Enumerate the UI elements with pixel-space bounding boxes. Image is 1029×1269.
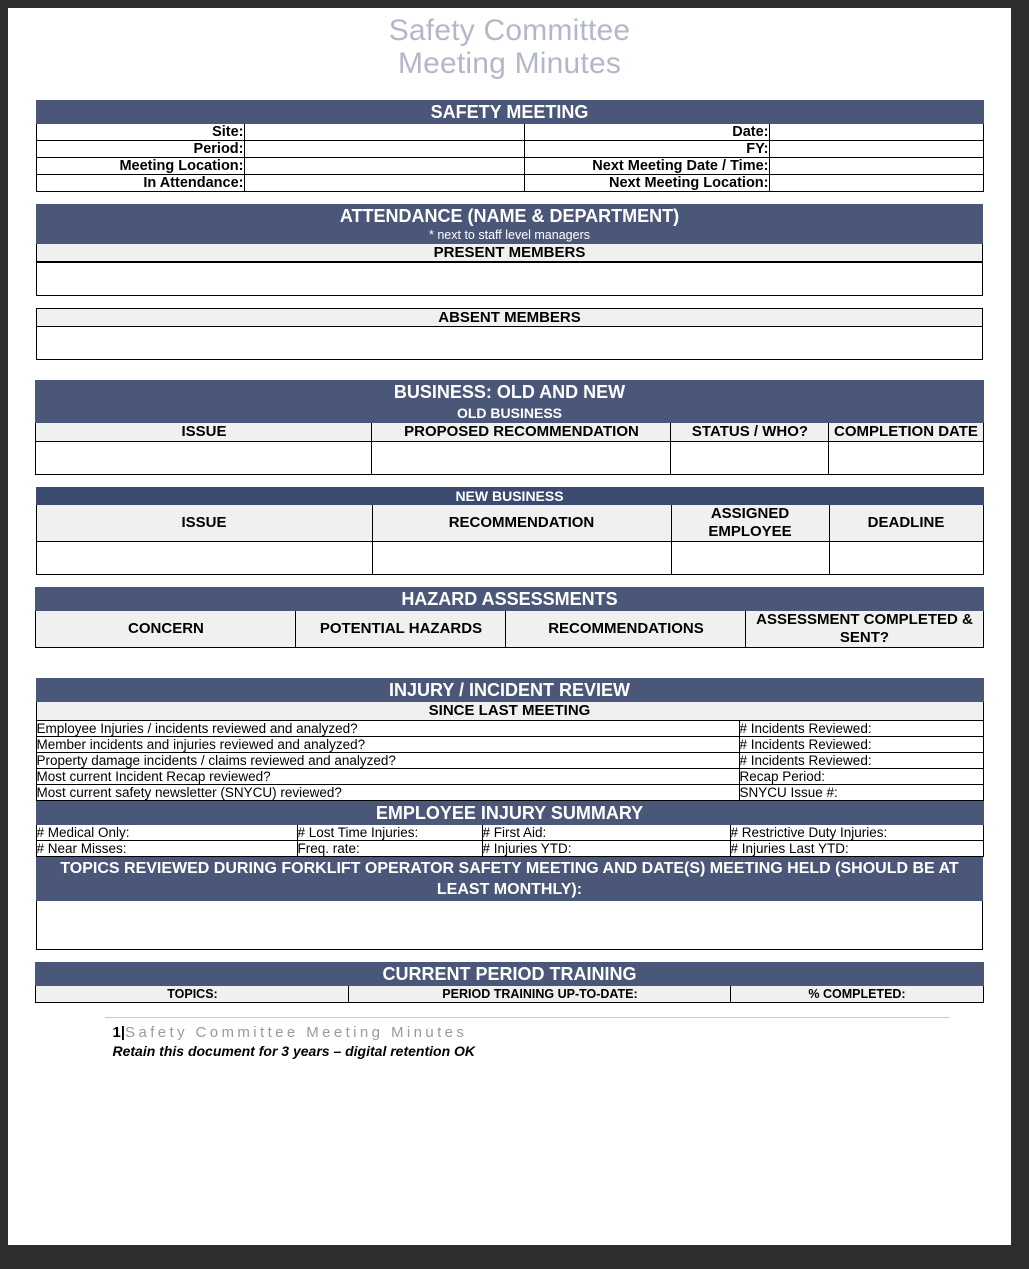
table-row bbox=[36, 542, 983, 575]
hazard-col-concern: CONCERN bbox=[36, 611, 296, 648]
attendance-header-note: * next to staff level managers bbox=[429, 228, 590, 242]
injury-metric-incidents-reviewed-2[interactable]: # Incidents Reviewed: bbox=[739, 737, 983, 753]
site-label: Site: bbox=[36, 124, 244, 141]
present-members-label: PRESENT MEMBERS bbox=[37, 244, 983, 262]
fy-input[interactable] bbox=[769, 141, 983, 158]
table-row bbox=[37, 244, 983, 262]
injury-summary-injuries-ytd[interactable]: # Injuries YTD: bbox=[482, 841, 730, 857]
next-meeting-datetime-input[interactable] bbox=[769, 158, 983, 175]
forklift-topics-header bbox=[37, 858, 983, 901]
next-meeting-location-label: Next Meeting Location: bbox=[524, 175, 769, 192]
footer-retention-note: Retain this document for 3 years – digital retention OK bbox=[112, 1043, 476, 1059]
page-title-line2: Meeting Minutes bbox=[397, 47, 622, 80]
table-row bbox=[36, 986, 983, 1003]
injury-summary-header: EMPLOYEE INJURY SUMMARY bbox=[36, 802, 983, 825]
hazard-col-potential-hazards: POTENTIAL HAZARDS bbox=[296, 611, 506, 648]
table-row bbox=[36, 769, 983, 785]
absent-members-table bbox=[36, 308, 983, 360]
new-business-col-assigned-employee: ASSIGNED EMPLOYEE bbox=[671, 505, 829, 542]
injury-question-safety-newsletter: Most current safety newsletter (SNYCU) reviewed? bbox=[36, 785, 739, 801]
table-row bbox=[36, 721, 983, 737]
old-business-col-recommendation: PROPOSED RECOMMENDATION bbox=[372, 423, 671, 442]
new-business-cell-assigned-employee[interactable] bbox=[671, 542, 829, 575]
new-business-cell-issue[interactable] bbox=[36, 542, 372, 575]
forklift-topics-header-line2: (SHOULD BE AT LEAST MONTHLY): bbox=[436, 860, 959, 898]
table-row bbox=[36, 175, 983, 192]
training-header: CURRENT PERIOD TRAINING bbox=[36, 963, 983, 986]
in-attendance-input[interactable] bbox=[244, 175, 524, 192]
injury-summary-restrictive-duty[interactable]: # Restrictive Duty Injuries: bbox=[730, 825, 983, 841]
absent-members-input[interactable] bbox=[37, 327, 983, 360]
table-row bbox=[37, 901, 983, 950]
table-row bbox=[36, 423, 983, 442]
table-row bbox=[36, 679, 983, 702]
meeting-location-input[interactable] bbox=[244, 158, 524, 175]
spacer bbox=[8, 296, 1011, 308]
new-business-col-deadline: DEADLINE bbox=[829, 505, 983, 542]
table-row bbox=[36, 124, 983, 141]
injury-review-header: INJURY / INCIDENT REVIEW bbox=[36, 679, 983, 702]
old-business-cell-issue[interactable] bbox=[36, 442, 372, 475]
spacer bbox=[8, 475, 1011, 487]
date-label: Date: bbox=[524, 124, 769, 141]
site-input[interactable] bbox=[244, 124, 524, 141]
table-row bbox=[37, 327, 983, 360]
injury-metric-recap-period[interactable]: Recap Period: bbox=[739, 769, 983, 785]
current-period-training-table bbox=[35, 962, 983, 1003]
forklift-topics-input[interactable] bbox=[37, 901, 983, 950]
period-input[interactable] bbox=[244, 141, 524, 158]
footer-separator: | bbox=[120, 1024, 126, 1041]
page-footer bbox=[70, 1003, 950, 1059]
safety-meeting-table bbox=[36, 100, 984, 192]
business-header bbox=[36, 381, 983, 423]
injury-summary-lost-time[interactable]: # Lost Time Injuries: bbox=[297, 825, 482, 841]
forklift-topics-table bbox=[36, 857, 983, 950]
table-row bbox=[37, 309, 983, 327]
old-business-col-completion-date: COMPLETION DATE bbox=[829, 423, 983, 442]
injury-question-member-incidents: Member incidents and injuries reviewed and analyzed? bbox=[36, 737, 739, 753]
injury-review-subheader: SINCE LAST MEETING bbox=[36, 702, 983, 721]
table-row bbox=[37, 263, 983, 296]
injury-summary-freq-rate[interactable]: Freq. rate: bbox=[297, 841, 482, 857]
table-row bbox=[36, 101, 983, 124]
date-input[interactable] bbox=[769, 124, 983, 141]
old-business-table bbox=[35, 380, 983, 475]
training-col-up-to-date: PERIOD TRAINING UP-TO-DATE: bbox=[349, 986, 731, 1003]
table-row bbox=[36, 141, 983, 158]
attendance-header bbox=[37, 205, 983, 244]
new-business-header: NEW BUSINESS bbox=[36, 488, 983, 505]
table-row bbox=[36, 588, 983, 611]
safety-meeting-header: SAFETY MEETING bbox=[36, 101, 983, 124]
hazard-header: HAZARD ASSESSMENTS bbox=[36, 588, 983, 611]
document-page bbox=[8, 8, 1011, 1245]
next-meeting-datetime-label: Next Meeting Date / Time: bbox=[524, 158, 769, 175]
employee-injury-summary-table bbox=[36, 801, 984, 857]
business-header-title: BUSINESS: OLD AND NEW bbox=[393, 382, 626, 402]
table-row bbox=[37, 858, 983, 901]
table-row bbox=[36, 442, 983, 475]
injury-summary-near-misses[interactable]: # Near Misses: bbox=[36, 841, 297, 857]
in-attendance-label: In Attendance: bbox=[36, 175, 244, 192]
table-row bbox=[36, 158, 983, 175]
table-row bbox=[36, 505, 983, 542]
old-business-cell-recommendation[interactable] bbox=[372, 442, 671, 475]
spacer bbox=[8, 950, 1011, 962]
old-business-cell-completion-date[interactable] bbox=[829, 442, 983, 475]
table-row bbox=[36, 825, 983, 841]
footer-divider bbox=[105, 1017, 950, 1018]
old-business-subheader: OLD BUSINESS bbox=[456, 405, 562, 421]
spacer bbox=[8, 192, 1011, 204]
fy-label: FY: bbox=[524, 141, 769, 158]
table-row bbox=[36, 488, 983, 505]
footer-doc-name: Safety Committee Meeting Minutes bbox=[125, 1024, 468, 1041]
old-business-col-issue: ISSUE bbox=[36, 423, 372, 442]
table-row bbox=[37, 205, 983, 244]
present-members-input[interactable] bbox=[37, 263, 983, 296]
hazard-assessments-table bbox=[35, 587, 983, 648]
new-business-cell-recommendation[interactable] bbox=[372, 542, 671, 575]
spacer bbox=[8, 80, 1011, 100]
spacer bbox=[8, 648, 1011, 678]
meeting-location-label: Meeting Location: bbox=[36, 158, 244, 175]
next-meeting-location-input[interactable] bbox=[769, 175, 983, 192]
new-business-table bbox=[36, 487, 984, 575]
injury-incident-review-table bbox=[36, 678, 984, 801]
injury-summary-injuries-last-ytd[interactable]: # Injuries Last YTD: bbox=[730, 841, 983, 857]
table-row bbox=[36, 785, 983, 801]
old-business-cell-status[interactable] bbox=[671, 442, 829, 475]
table-row bbox=[36, 611, 983, 648]
old-business-col-status: STATUS / WHO? bbox=[671, 423, 829, 442]
injury-summary-first-aid[interactable]: # First Aid: bbox=[482, 825, 730, 841]
footer-doc-line bbox=[113, 1024, 950, 1041]
training-col-percent-completed: % COMPLETED: bbox=[731, 986, 983, 1003]
attendance-table bbox=[36, 204, 983, 262]
injury-question-employee-injuries: Employee Injuries / incidents reviewed and analyzed? bbox=[36, 721, 739, 737]
spacer bbox=[8, 575, 1011, 587]
table-row bbox=[36, 381, 983, 423]
period-label: Period: bbox=[36, 141, 244, 158]
forklift-topics-header-line1: TOPICS REVIEWED DURING FORKLIFT OPERATOR SAFETY MEETING AND DATE(S) MEETING HELD bbox=[60, 860, 831, 877]
table-row bbox=[36, 702, 983, 721]
table-row bbox=[36, 753, 983, 769]
absent-members-label: ABSENT MEMBERS bbox=[37, 309, 983, 327]
injury-question-property-damage: Property damage incidents / claims reviewed and analyzed? bbox=[36, 753, 739, 769]
injury-question-incident-recap: Most current Incident Recap reviewed? bbox=[36, 769, 739, 785]
table-row bbox=[36, 737, 983, 753]
training-col-topics: TOPICS: bbox=[36, 986, 349, 1003]
table-row bbox=[36, 963, 983, 986]
page-title-line1: Safety Committee bbox=[388, 14, 631, 47]
injury-metric-incidents-reviewed-3[interactable]: # Incidents Reviewed: bbox=[739, 753, 983, 769]
hazard-col-assessment-completed: ASSESSMENT COMPLETED & SENT? bbox=[746, 611, 983, 648]
attendance-header-title: ATTENDANCE (NAME & DEPARTMENT) bbox=[339, 206, 680, 226]
injury-summary-medical-only[interactable]: # Medical Only: bbox=[36, 825, 297, 841]
present-members-entry-table bbox=[36, 262, 983, 296]
injury-metric-incidents-reviewed-1[interactable]: # Incidents Reviewed: bbox=[739, 721, 983, 737]
injury-metric-snycu-issue[interactable]: SNYCU Issue #: bbox=[739, 785, 983, 801]
table-row bbox=[36, 802, 983, 825]
hazard-col-recommendations: RECOMMENDATIONS bbox=[506, 611, 746, 648]
page-title bbox=[8, 8, 1011, 80]
new-business-cell-deadline[interactable] bbox=[829, 542, 983, 575]
footer-page-number: 1 bbox=[112, 1024, 121, 1041]
new-business-col-recommendation: RECOMMENDATION bbox=[372, 505, 671, 542]
table-row bbox=[36, 841, 983, 857]
spacer bbox=[8, 360, 1011, 380]
new-business-col-issue: ISSUE bbox=[36, 505, 372, 542]
